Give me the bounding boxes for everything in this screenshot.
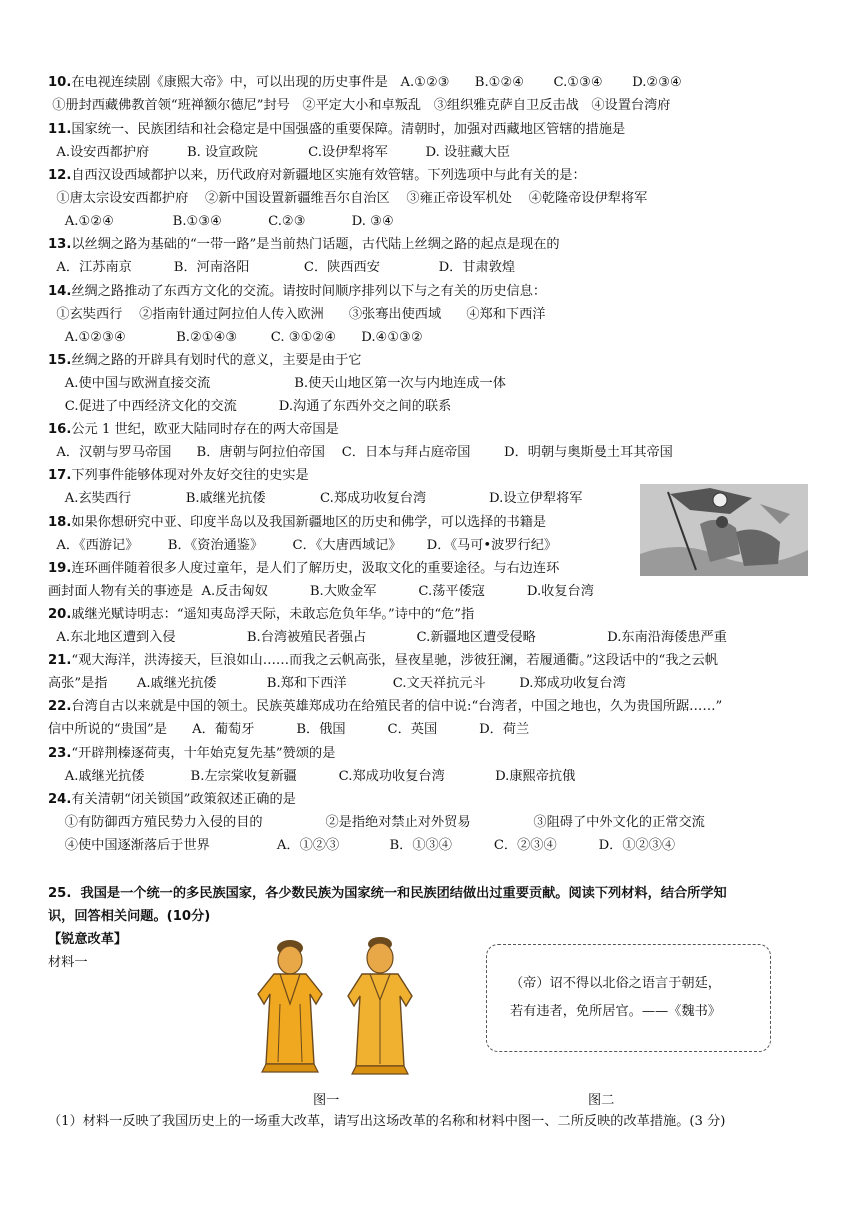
question-15: 15.丝绸之路的开辟具有划时代的意义，主要是由于它 — [48, 353, 362, 368]
question-10: 10.在电视连续剧《康熙大帝》中，可以出现的历史事件是 A.①②③ B.①②④ C.①③④ D.②③④ — [48, 75, 682, 90]
robed-figures-image — [240, 934, 465, 1076]
question-20: 20.戚继光赋诗明志：“遥知夷岛浮天际，未敢忘危负年华。”诗中的“危”指 — [48, 607, 475, 622]
question-22: 22.台湾自古以来就是中国的领土。民族英雄郑成功在给殖民者的信中说:“台湾者，中国之地也，久为贵国所踞……” — [48, 699, 723, 714]
question-10-statements: ①册封西藏佛教首领“班禅额尔德尼”封号 ②平定大小和卓叛乱 ③组织雅克萨自卫反击战 ④设置台湾府 — [48, 98, 671, 113]
question-24: 24.有关清朝“闭关锁国”政策叙述正确的是 — [48, 792, 296, 807]
question-23-options: A.戚继光抗倭 B.左宗棠收复新疆 C.郑成功收复台湾 D.康熙帝抗俄 — [48, 769, 576, 784]
question-19-options: 画封面人物有关的事迹是 A.反击匈奴 B.大败金军 C.荡平倭寇 D.收复台湾 — [48, 584, 594, 599]
question-14-options: A.①②③④ B.②①④③ C. ③①②④ D.④①③② — [48, 330, 423, 345]
question-19: 19.连环画伴随着很多人度过童年，是人们了解历史，汲取文化的重要途径。与右边连环 — [48, 561, 560, 576]
question-25-prompt: 25. 我国是一个统一的多民族国家，各少数民族为国家统一和民族团结做出过重要贡献。阅读下列材料，结合所学知 — [48, 886, 727, 901]
section-heading: 【锐意改革】 — [48, 932, 128, 947]
question-12-options: A.①②④ B.①③④ C.②③ D. ③④ — [48, 214, 394, 229]
question-12-statements: ①唐太宗设安西都护府 ②新中国设置新疆维吾尔自治区 ③雍正帝设军机处 ④乾隆帝设伊犁将军 — [48, 191, 648, 206]
quote-line-2: 若有违者，免所居官。——《魏书》 — [510, 1004, 721, 1019]
question-24-statements: ①有防御西方殖民势力入侵的目的 ②是指绝对禁止对外贸易 ③阻碍了中外文化的正常交流 — [48, 815, 705, 830]
comic-cover-image — [640, 484, 808, 576]
question-24-options: ④使中国逐渐落后于世界 A．①②③ B．①③④ C．②③④ D．①②③④ — [48, 838, 676, 853]
figure-one-caption: 图一 — [313, 1093, 340, 1108]
question-15-options-ab: A.使中国与欧洲直接交流 B.使天山地区第一次与内地连成一体 — [48, 376, 506, 391]
figure-two-caption: 图二 — [588, 1093, 615, 1108]
question-17: 17.下列事件能够体现对外友好交往的史实是 — [48, 468, 309, 483]
question-25-prompt-cont: 识，回答相关问题。(10分) — [48, 909, 211, 924]
question-18: 18.如果你想研究中亚、印度半岛以及我国新疆地区的历史和佛学，可以选择的书籍是 — [48, 515, 547, 530]
question-11: 11.国家统一、民族团结和社会稳定是中国强盛的重要保障。清朝时，加强对西藏地区管辖的措施是 — [48, 122, 626, 137]
question-12: 12.自西汉设西域都护以来，历代政府对新疆地区实施有效管辖。下列选项中与此有关的是： — [48, 168, 586, 183]
question-23: 23.“开辟荆榛逐荷夷，十年始克复先基”赞颂的是 — [48, 746, 336, 761]
sub-question-1: （1）材料一反映了我国历史上的一场重大改革，请写出这场改革的名称和材料中图一、二所反映的改革措施。(3 分) — [48, 1114, 726, 1129]
figure-one-illustration — [240, 934, 465, 1076]
question-14-statements: ①玄奘西行 ②指南针通过阿拉伯人传入欧洲 ③张骞出使西域 ④郑和下西洋 — [48, 307, 546, 322]
question-13-options: A．江苏南京 B．河南洛阳 C．陕西西安 D．甘肃敦煌 — [48, 260, 516, 275]
battle-scene-illustration — [640, 484, 808, 576]
question-11-options: A.设安西都护府 B. 设宣政院 C.设伊犁将军 D. 设驻藏大臣 — [48, 145, 510, 160]
question-13: 13.以丝绸之路为基础的“一带一路”是当前热门话题，古代陆上丝绸之路的起点是现在的 — [48, 237, 560, 252]
question-15-options-cd: C.促进了中西经济文化的交流 D.沟通了东西外交之间的联系 — [48, 399, 452, 414]
question-14: 14.丝绸之路推动了东西方文化的交流。请按时间顺序排列以下与之有关的历史信息： — [48, 284, 547, 299]
question-21-options: 高张”是指 A.戚继光抗倭 B.郑和下西洋 C.文天祥抗元斗 D.郑成功收复台湾 — [48, 676, 626, 691]
quote-frame — [486, 944, 771, 1052]
question-16: 16.公元 1 世纪，欧亚大陆同时存在的两大帝国是 — [48, 422, 339, 437]
question-21: 21.“观大海洋，洪涛接天，巨浪如山……而我之云帆高张，昼夜星驰，涉彼狂澜，若履通衢。”这段话中的“我之云帆 — [48, 653, 718, 668]
question-18-options: A．《西游记》 B．《资治通鉴》 C．《大唐西域记》 D．《马可•波罗行纪》 — [48, 538, 558, 553]
question-20-options: A.东北地区遭到入侵 B.台湾被殖民者强占 C.新疆地区遭受侵略 D.东南沿海倭患严重 — [48, 630, 727, 645]
material-label: 材料一 — [48, 955, 88, 970]
question-16-options: A．汉朝与罗马帝国 B．唐朝与阿拉伯帝国 C．日本与拜占庭帝国 D．明朝与奥斯曼土耳其帝国 — [48, 445, 673, 460]
question-22-options: 信中所说的“贵国”是 A．葡萄牙 B．俄国 C．英国 D．荷兰 — [48, 722, 530, 737]
question-17-options: A.玄奘西行 B.戚继光抗倭 C.郑成功收复台湾 D.设立伊犁将军 — [48, 491, 583, 506]
quote-line-1: （帝）诏不得以北俗之语言于朝廷， — [510, 976, 721, 991]
